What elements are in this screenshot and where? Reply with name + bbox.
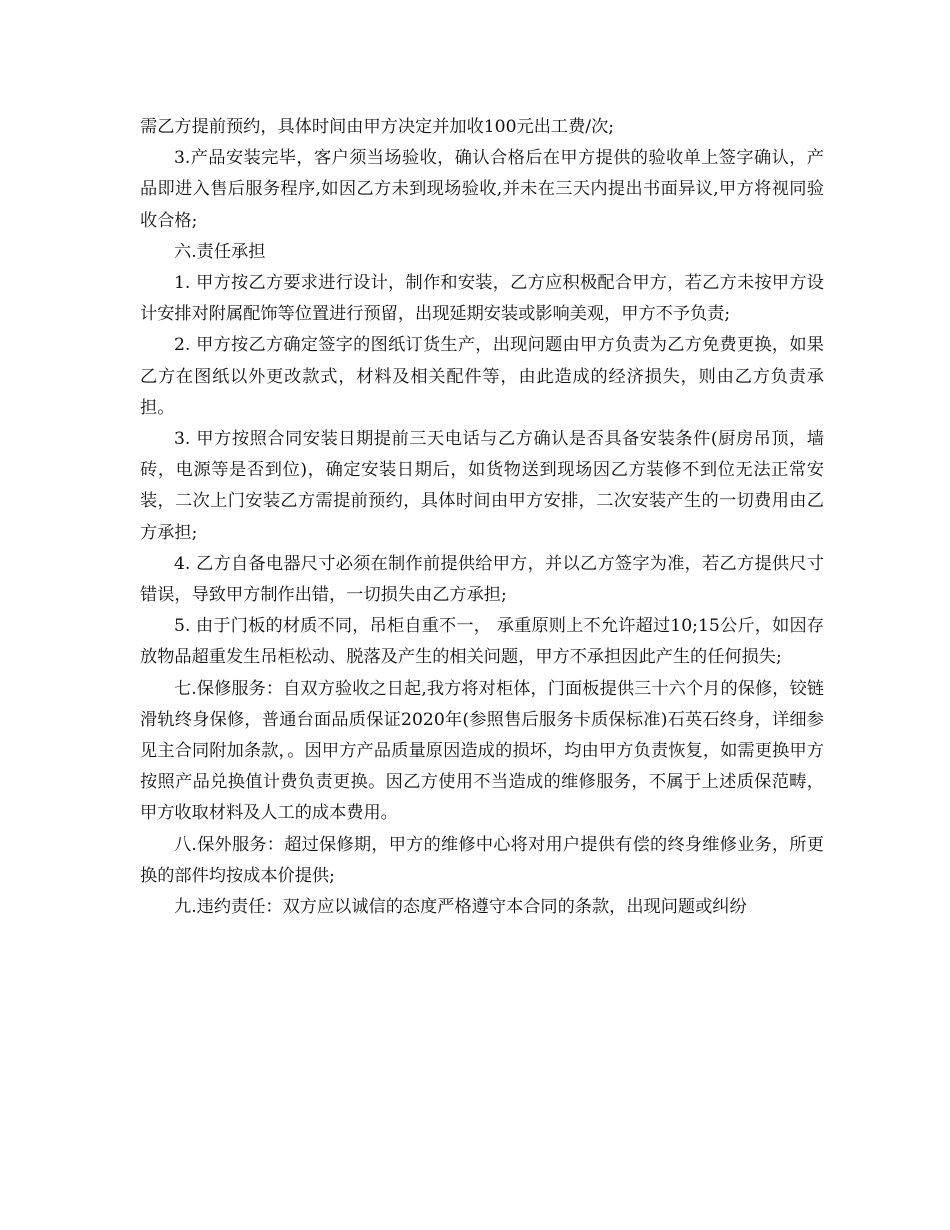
paragraph: 5. 由于门板的材质不同，吊柜自重不一， 承重原则上不允许超过10;15公斤，如因存放物品超重发生吊柜松动、脱落及产生的相关问题，甲方不承担因此产生的任何损失; bbox=[140, 616, 824, 668]
section-paragraph: 八.保外服务：超过保修期，甲方的维修中心将对用户提供有偿的终身维修业务，所更换的部件均按成本价提供; bbox=[140, 834, 824, 886]
paragraph: 3.产品安装完毕，客户须当场验收，确认合格后在甲方提供的验收单上签字确认，产品即进入售后服务程序,如因乙方未到现场验收,并未在三天内提出书面异议,甲方将视同验收合格; bbox=[140, 148, 824, 231]
paragraph: 3. 甲方按照合同安装日期提前三天电话与乙方确认是否具备安装条件(厨房吊顶，墙砖，电源等是否到位)，确定安装日期后，如货物送到现场因乙方装修不到位无法正常安装，二次上门安装乙方需提前预约，具体时间由甲方安排，二次安装产生的一切费用由乙方承担; bbox=[140, 429, 824, 543]
paragraph: 2. 甲方按乙方确定签字的图纸订货生产，出现问题由甲方负责为乙方免费更换，如果乙方在图纸以外更改款式，材料及相关配件等，由此造成的经济损失，则由乙方负责承担。 bbox=[140, 335, 824, 418]
document-body bbox=[140, 112, 824, 923]
section-paragraph: 九.违约责任：双方应以诚信的态度严格遵守本合同的条款，出现问题或纠纷 bbox=[174, 897, 747, 918]
paragraph: 需乙方提前预约，具体时间由甲方决定并加收100元出工费/次; bbox=[140, 117, 615, 137]
paragraph: 1. 甲方按乙方要求进行设计，制作和安装，乙方应积极配合甲方，若乙方未按甲方设计安排对附属配饰等位置进行预留，出现延期安装或影响美观，甲方不予负责; bbox=[140, 273, 824, 325]
section-paragraph: 七.保修服务：自双方验收之日起,我方将对柜体，门面板提供三十六个月的保修，铰链滑轨终身保修，普通台面品质保证2020年(参照售后服务卡质保标准)石英石终身，详细参见主合同附加条款，。因甲方产品质量原因造成的损坏，均由甲方负责恢复，如需更换甲方按照产品兑换值计费负责更换。因乙方使用不当造成的维修服务，不属于上述质保范畴，甲方收取材料及人工的成本费用。 bbox=[140, 678, 824, 824]
section-heading: 六.责任承担 bbox=[174, 241, 266, 262]
paragraph: 4. 乙方自备电器尺寸必须在制作前提供给甲方，并以乙方签字为准，若乙方提供尺寸错误，导致甲方制作出错，一切损失由乙方承担; bbox=[140, 553, 824, 606]
